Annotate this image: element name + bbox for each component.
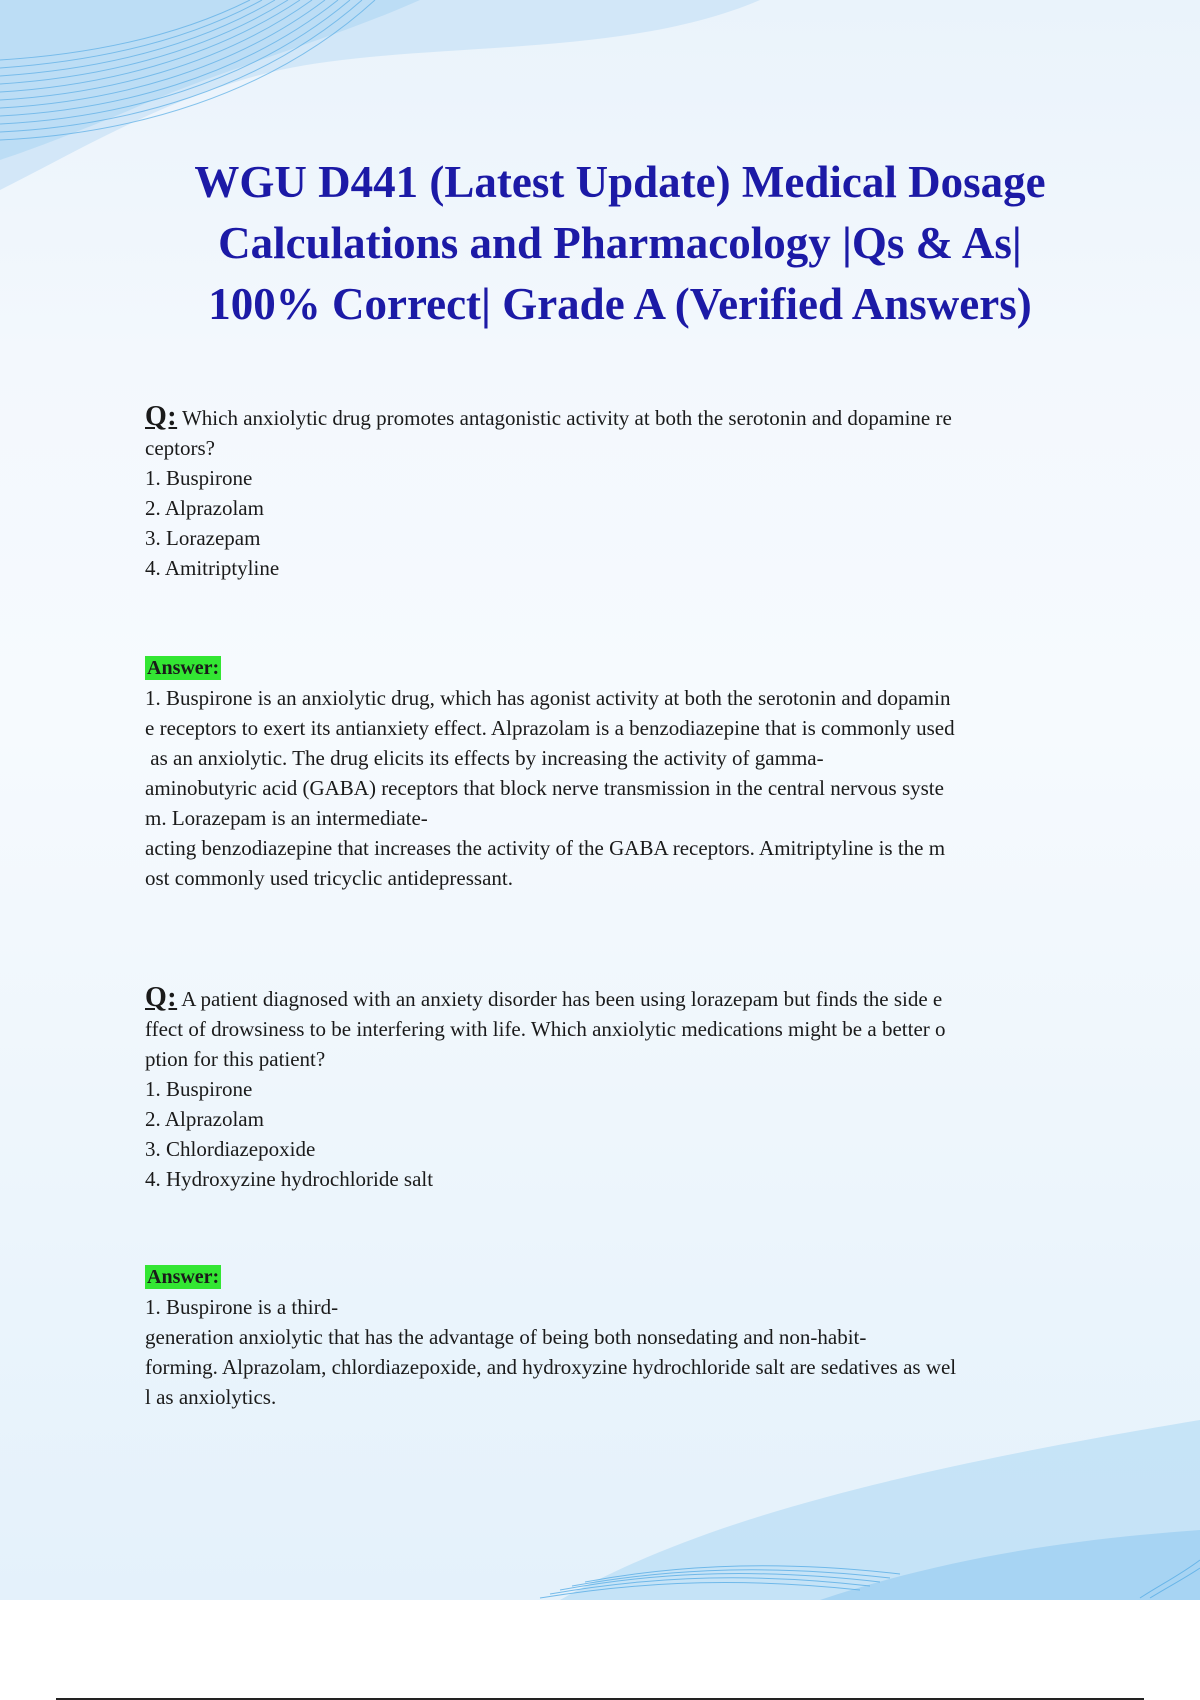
answer-text: e receptors to exert its antianxiety effect. Alprazolam is a benzodiazepine that is commonly used: [145, 716, 955, 740]
question-text: ceptors?: [145, 436, 215, 460]
answer-text: l as anxiolytics.: [145, 1385, 277, 1409]
question-marker: Q:: [145, 401, 178, 432]
question-block: [145, 402, 1090, 583]
answer-option: 4. Amitriptyline: [145, 556, 280, 580]
answer-text: 1. Buspirone is an anxiolytic drug, which has agonist activity at both the serotonin and dopamin: [145, 686, 951, 710]
answer-option: 3. Lorazepam: [145, 526, 261, 550]
answer-option: 3. Chlordiazepoxide: [145, 1137, 316, 1161]
answer-text: forming. Alprazolam, chlordiazepoxide, and hydroxyzine hydrochloride salt are sedatives as wel: [145, 1355, 957, 1379]
answer-option: 2. Alprazolam: [145, 496, 264, 520]
document-title: [100, 152, 1140, 335]
answer-text: 1. Buspirone is a third-: [145, 1295, 339, 1319]
answer-option: 1. Buspirone: [145, 466, 253, 490]
question-text: A patient diagnosed with an anxiety disorder has been using lorazepam but finds the side e: [177, 987, 943, 1011]
question-text: Which anxiolytic drug promotes antagonistic activity at both the serotonin and dopamine re: [177, 406, 952, 430]
answer-text: acting benzodiazepine that increases the activity of the GABA receptors. Amitriptyline is the m: [145, 836, 946, 860]
question-line: [145, 983, 1090, 1014]
answer-block: [145, 652, 1090, 893]
answer-option: 2. Alprazolam: [145, 1107, 264, 1131]
title-line: 100% Correct| Grade A (Verified Answers): [208, 279, 1032, 329]
answer-text: ost commonly used tricyclic antidepressant.: [145, 866, 513, 890]
title-line: Calculations and Pharmacology |Qs & As|: [218, 218, 1022, 268]
answer-text: as an anxiolytic. The drug elicits its effects by increasing the activity of gamma-: [145, 746, 824, 770]
answer-text: m. Lorazepam is an intermediate-: [145, 806, 428, 830]
answer-option: 4. Hydroxyzine hydrochloride salt: [145, 1167, 434, 1191]
question-text: ffect of drowsiness to be interfering with life. Which anxiolytic medications might be a better o: [145, 1017, 946, 1041]
answer-block: [145, 1261, 1090, 1412]
answer-label: Answer:: [147, 657, 220, 679]
question-marker: Q:: [145, 982, 178, 1013]
question-block: [145, 983, 1090, 1194]
answer-label: Answer:: [147, 1266, 220, 1288]
title-line: WGU D441 (Latest Update) Medical Dosage: [194, 157, 1046, 207]
question-text: ption for this patient?: [145, 1047, 326, 1071]
answer-option: 1. Buspirone: [145, 1077, 253, 1101]
question-line: [145, 402, 1090, 433]
answer-text: aminobutyric acid (GABA) receptors that block nerve transmission in the central nervous syste: [145, 776, 944, 800]
answer-text: generation anxiolytic that has the advantage of being both nonsedating and non-habit-: [145, 1325, 867, 1349]
